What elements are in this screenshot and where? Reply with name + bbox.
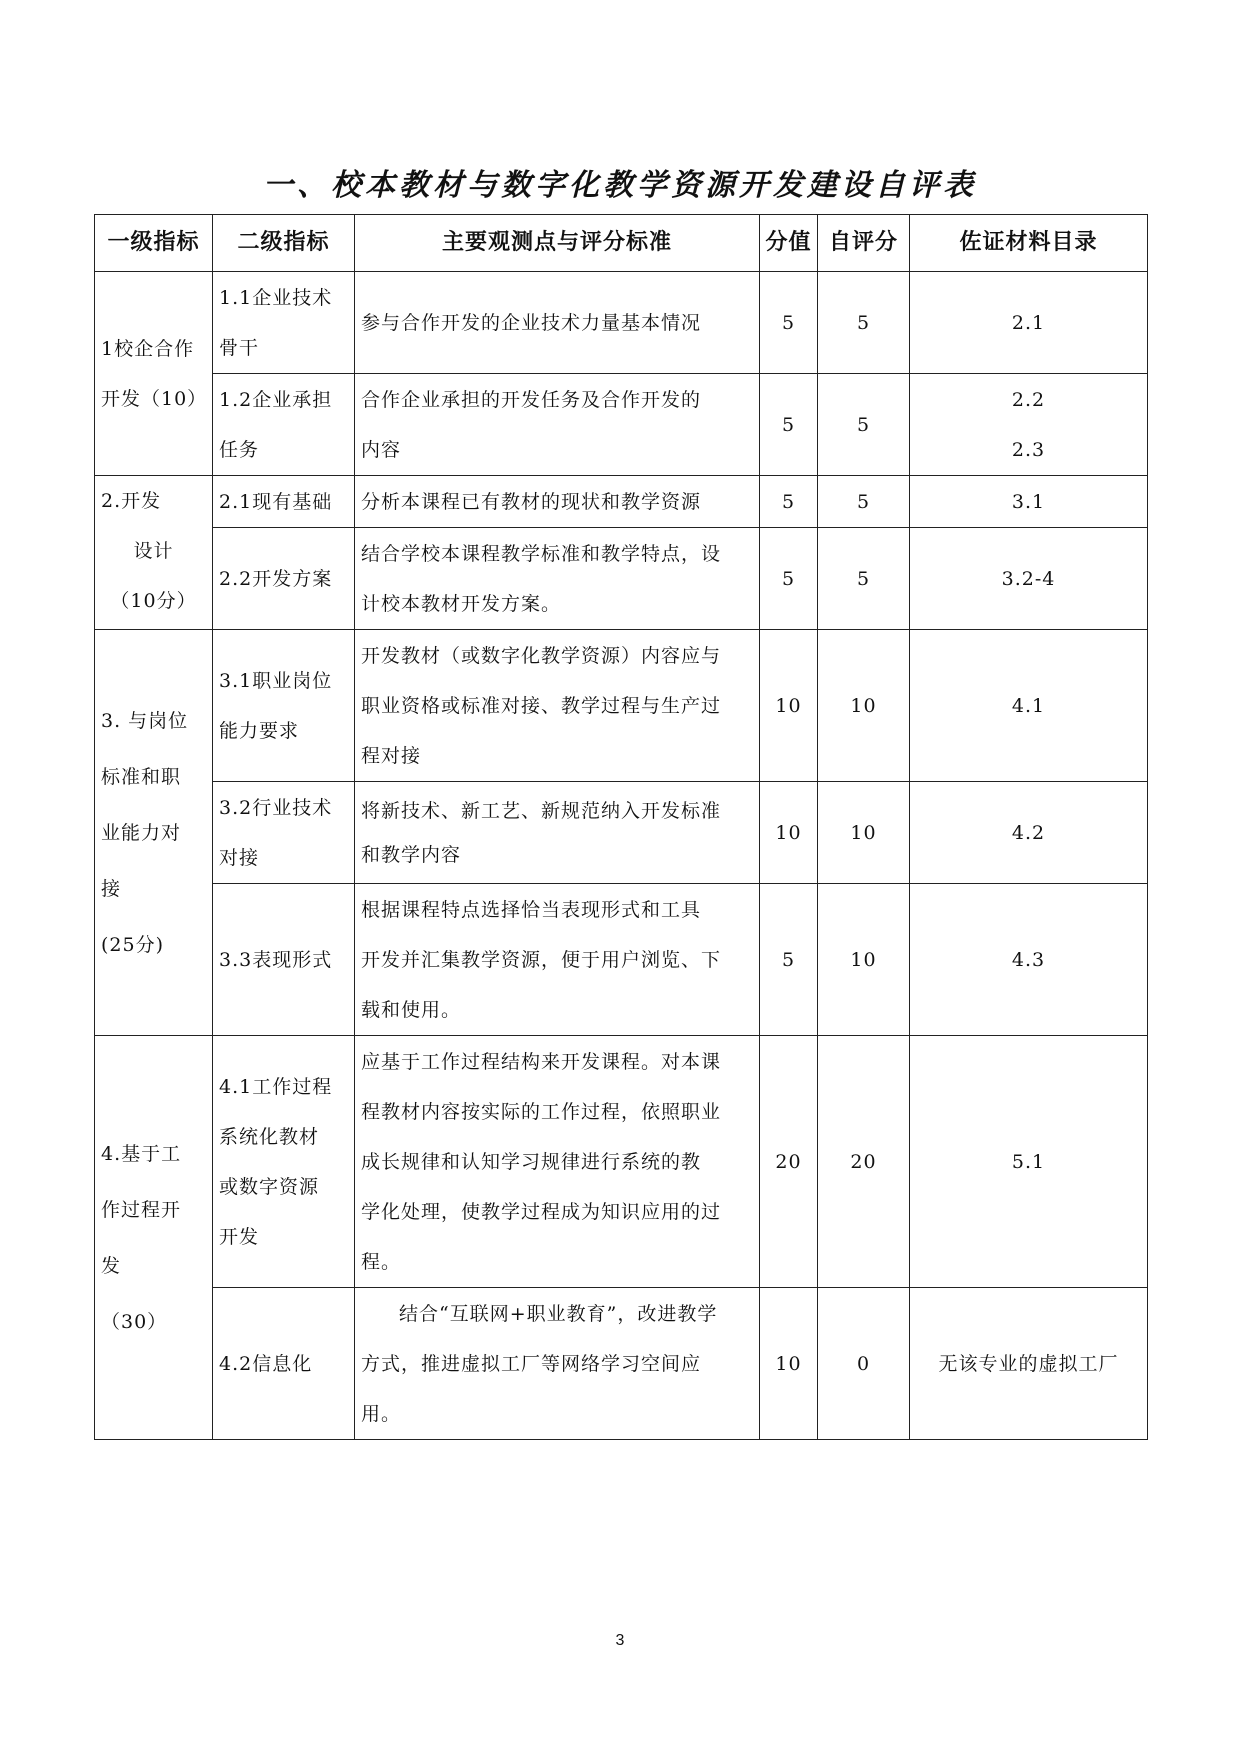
header-standard: 主要观测点与评分标准 [355, 215, 760, 272]
table-row [95, 782, 1148, 884]
score-cell: 5 [760, 374, 818, 476]
standard-cell: 结合学校本课程教学标准和教学特点，设 计校本教材开发方案。 [355, 528, 760, 630]
level2-cell: 3.2行业技术 对接 [213, 782, 355, 884]
level1-cell: 2.开发 设计 （10分） [95, 476, 213, 630]
standard-cell: 合作企业承担的开发任务及合作开发的 内容 [355, 374, 760, 476]
evidence-cell: 2.2 2.3 [910, 374, 1148, 476]
table-row [95, 630, 1148, 782]
evidence-cell: 3.1 [910, 476, 1148, 528]
standard-cell: 根据课程特点选择恰当表现形式和工具 开发并汇集教学资源，便于用户浏览、下 载和使用。 [355, 884, 760, 1036]
standard-cell: 应基于工作过程结构来开发课程。对本课 程教材内容按实际的工作过程，依照职业 成长规律和认知学习规律进行系统的教 学化处理，使教学过程成为知识应用的过 程。 [355, 1036, 760, 1288]
table-row [95, 476, 1148, 528]
header-self-score: 自评分 [818, 215, 910, 272]
score-cell: 5 [760, 476, 818, 528]
level2-cell: 4.1工作过程 系统化教材 或数字资源 开发 [213, 1036, 355, 1288]
table-row [95, 528, 1148, 630]
evidence-cell: 4.1 [910, 630, 1148, 782]
table-header-row [95, 215, 1148, 272]
level2-cell: 1.2企业承担 任务 [213, 374, 355, 476]
page-number: 3 [615, 1632, 625, 1649]
table-row [95, 272, 1148, 374]
level2-cell: 2.2开发方案 [213, 528, 355, 630]
standard-cell: 将新技术、新工艺、新规范纳入开发标准 和教学内容 [355, 782, 760, 884]
header-score: 分值 [760, 215, 818, 272]
standard-cell: 结合“互联网+职业教育”，改进教学 方式，推进虚拟工厂等网络学习空间应 用。 [355, 1288, 760, 1440]
level1-cell: 4.基于工 作过程开 发 （30） [95, 1036, 213, 1440]
score-cell: 10 [760, 630, 818, 782]
score-cell: 20 [760, 1036, 818, 1288]
standard-cell: 分析本课程已有教材的现状和教学资源 [355, 476, 760, 528]
score-cell: 5 [760, 884, 818, 1036]
score-cell: 10 [760, 1288, 818, 1440]
level1-cell: 3. 与岗位 标准和职 业能力对 接 (25分) [95, 630, 213, 1036]
self-score-cell: 10 [818, 884, 910, 1036]
level2-cell: 3.1职业岗位 能力要求 [213, 630, 355, 782]
level1-cell: 1校企合作 开发（10） [95, 272, 213, 476]
score-cell: 5 [760, 272, 818, 374]
score-cell: 10 [760, 782, 818, 884]
page-title: 一、校本教材与数字化教学资源开发建设自评表 [263, 168, 977, 203]
header-level1: 一级指标 [95, 215, 213, 272]
evidence-cell: 3.2-4 [910, 528, 1148, 630]
self-score-cell: 5 [818, 476, 910, 528]
table-row [95, 1036, 1148, 1288]
self-score-cell: 5 [818, 374, 910, 476]
standard-cell: 开发教材（或数字化教学资源）内容应与 职业资格或标准对接、教学过程与生产过 程对接 [355, 630, 760, 782]
self-score-cell: 20 [818, 1036, 910, 1288]
level2-cell: 1.1企业技术 骨干 [213, 272, 355, 374]
header-level2: 二级指标 [213, 215, 355, 272]
table-row [95, 1288, 1148, 1440]
evidence-cell: 4.3 [910, 884, 1148, 1036]
level2-cell: 3.3表现形式 [213, 884, 355, 1036]
header-evidence: 佐证材料目录 [910, 215, 1148, 272]
self-score-cell: 10 [818, 782, 910, 884]
self-score-cell: 10 [818, 630, 910, 782]
level2-cell: 4.2信息化 [213, 1288, 355, 1440]
self-score-cell: 5 [818, 272, 910, 374]
standard-cell: 参与合作开发的企业技术力量基本情况 [355, 272, 760, 374]
level2-cell: 2.1现有基础 [213, 476, 355, 528]
table-row [95, 374, 1148, 476]
self-score-cell: 5 [818, 528, 910, 630]
evidence-cell: 2.1 [910, 272, 1148, 374]
self-score-cell: 0 [818, 1288, 910, 1440]
table-row [95, 884, 1148, 1036]
evidence-cell: 无该专业的虚拟工厂 [910, 1288, 1148, 1440]
evidence-cell: 5.1 [910, 1036, 1148, 1288]
self-evaluation-table [94, 214, 1148, 1440]
score-cell: 5 [760, 528, 818, 630]
evidence-cell: 4.2 [910, 782, 1148, 884]
